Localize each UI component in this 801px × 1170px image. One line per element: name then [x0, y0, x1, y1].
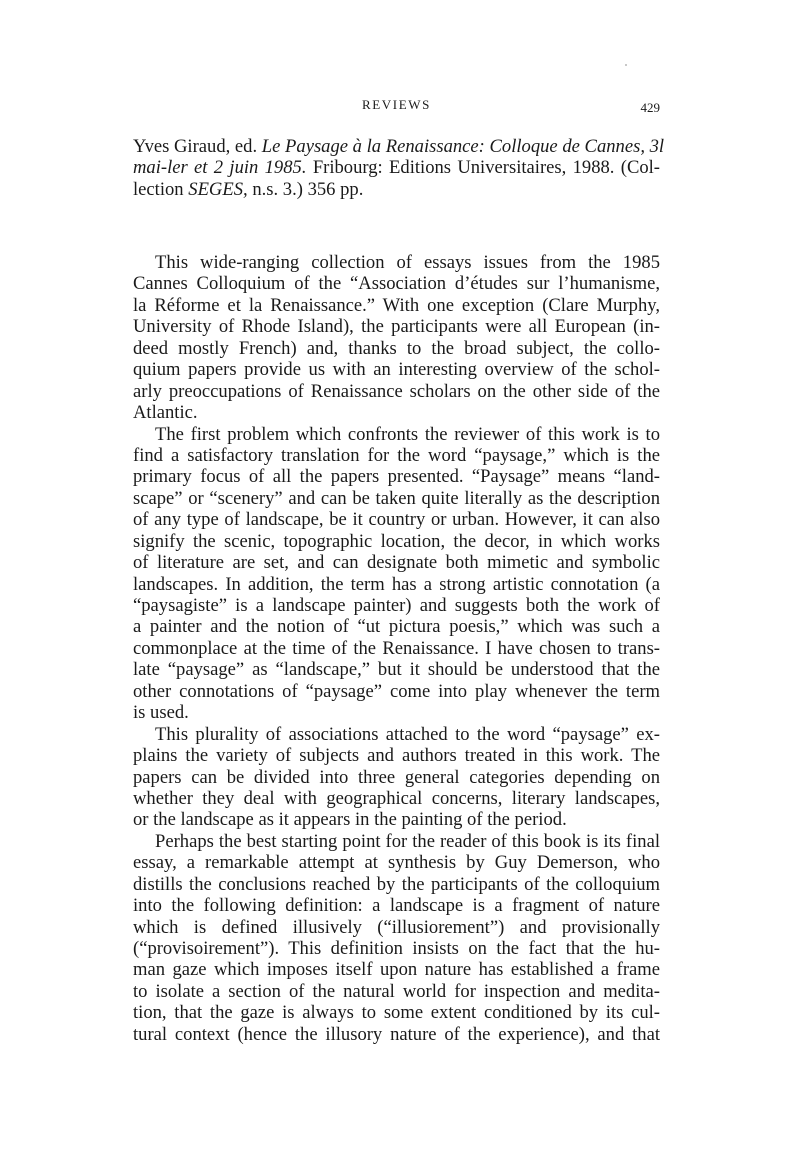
body-text-line: commonplace at the time of the Renaissance. I have chosen to trans- — [133, 637, 660, 659]
citation-line-2 — [133, 157, 660, 178]
body-text-line: Perhaps the best starting point for the reader of this book is its final — [155, 830, 660, 852]
body-text-line: into the following definition: a landscape is a fragment of nature — [133, 895, 660, 917]
body-text-line: late “paysage” as “landscape,” but it should be understood that the — [133, 659, 660, 681]
body-text-line: essay, a remarkable attempt at synthesis by Guy Demerson, who — [133, 852, 660, 874]
body-text-line: is used. — [133, 702, 189, 724]
body-text-line: arly preoccupations of Renaissance scholars on the other side of the — [133, 380, 660, 402]
body-text-line: “paysagiste” is a landscape painter) and suggests both the work of — [133, 595, 660, 616]
body-text-line: tion, that the gaze is always to some extent conditioned by its cul- — [133, 1002, 660, 1024]
body-text-line: Cannes Colloquium of the “Association d’études sur l’humanisme, — [133, 273, 660, 295]
citation-line-1 — [133, 136, 665, 157]
body-text-line: distills the conclusions reached by the participants of the colloquium — [133, 873, 660, 895]
body-text-line: Atlantic. — [133, 402, 198, 424]
body-text-line: find a satisfactory translation for the word “paysage,” which is the — [133, 444, 660, 466]
body-text-line: This wide-ranging collection of essays issues from the 1985 — [155, 252, 660, 273]
body-text-line: of literature are set, and can designate both mimetic and symbolic — [133, 552, 660, 574]
body-text-line: plains the variety of subjects and authors treated in this work. The — [133, 745, 660, 767]
body-text-line: whether they deal with geographical concerns, literary landscapes, — [133, 787, 660, 809]
citation-title-part-1: Le Paysage à la Renaissance: Colloque de Cannes, 3l — [261, 136, 665, 157]
body-text-line: tural context (hence the illusory nature of the experience), and that — [133, 1023, 660, 1045]
body-text-line: primary focus of all the papers presented. “Paysage” means “land- — [133, 466, 660, 488]
body-text-line: la Réforme et la Renaissance.” With one exception (Clare Murphy, — [133, 294, 660, 316]
body-text-line: or the landscape as it appears in the painting of the period. — [133, 809, 567, 831]
citation-line-3-prefix: lection — [133, 178, 184, 200]
body-text-line: a painter and the notion of “ut pictura poesis,” which was such a — [133, 616, 660, 638]
body-text-line: This plurality of associations attached to the word “paysage” ex- — [155, 723, 660, 745]
citation-publisher: Fribourg: Editions Universitaires, 1988. (Col- — [312, 157, 660, 179]
running-head — [133, 97, 660, 117]
page-number: 429 — [640, 100, 660, 115]
citation-line-3 — [133, 179, 660, 200]
body-text-line: which is defined illusively (“illusiorement”) and provisionally — [133, 916, 660, 938]
review-body — [133, 252, 660, 1045]
citation-title-part-2: mai-ler et 2 juin 1985. — [133, 157, 307, 179]
body-text-line: quium papers provide us with an interesting overview of the schol- — [133, 359, 660, 381]
body-text-line: scape” or “scenery” and can be taken quite literally as the description — [133, 487, 660, 509]
body-text-line: The first problem which confronts the reviewer of this work is to — [155, 423, 660, 445]
body-text-line: landscapes. In addition, the term has a strong artistic connotation (a — [133, 573, 660, 595]
body-text-line: other connotations of “paysage” come into play whenever the term — [133, 680, 660, 702]
body-text-line: of any type of landscape, be it country or urban. However, it can also — [133, 509, 660, 531]
body-text-line: University of Rhode Island), the participants were all European (in- — [133, 316, 660, 338]
body-text-line: to isolate a section of the natural world for inspection and medita- — [133, 980, 660, 1002]
body-text-line: deed mostly French) and, thanks to the broad subject, the collo- — [133, 337, 660, 359]
body-text-line: signify the scenic, topographic location, the decor, in which works — [133, 530, 660, 552]
citation-series: SEGES, — [188, 178, 248, 200]
citation-pages: n.s. 3.) 356 pp. — [252, 178, 364, 200]
body-text-line: (“provisoirement”). This definition insists on the fact that the hu- — [133, 938, 660, 959]
book-citation — [133, 136, 665, 200]
body-text-line: papers can be divided into three general categories depending on — [133, 766, 660, 788]
citation-author: Yves Giraud, ed. — [133, 136, 258, 157]
running-head-title: REVIEWS — [362, 97, 431, 112]
scan-speck — [625, 64, 627, 66]
body-text-line: man gaze which imposes itself upon nature has established a frame — [133, 959, 660, 981]
